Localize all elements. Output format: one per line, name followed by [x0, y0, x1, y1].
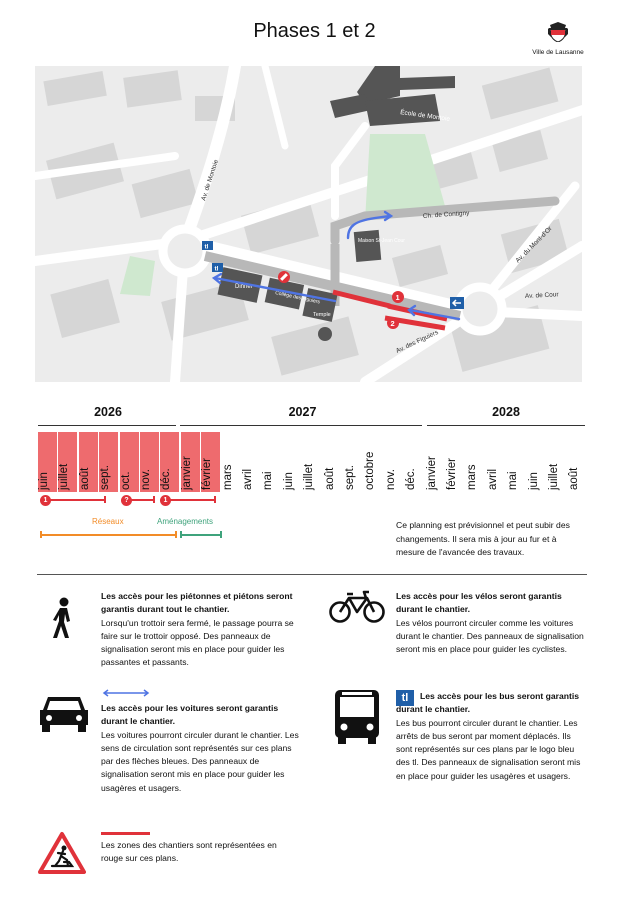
label-mont-dor: Av. du Mont-d'Or: [514, 225, 554, 265]
bus-icon: [334, 689, 380, 745]
label-dinner: Dinner: [235, 284, 253, 290]
info-voitures: [101, 702, 301, 795]
reseaux-tick: [175, 531, 177, 538]
year-2026: 2026: [94, 405, 122, 419]
month-label: juin: [527, 472, 540, 490]
label-college: Collège des Figuiers: [274, 290, 321, 306]
lausanne-coat-of-arms-icon: [546, 22, 570, 42]
phase-tick: [214, 496, 216, 503]
month-label: avril: [242, 468, 254, 490]
label-maison: Maison St-Jean Cour: [358, 238, 405, 244]
info-bus-title: Les accès pour les bus seront garantis durant le chantier.: [396, 691, 580, 715]
month-label: juillet: [58, 463, 71, 490]
month-12: [283, 432, 302, 492]
month-8: [201, 432, 220, 492]
info-voitures-title: Les accès pour les voitures seront garantis durant le chantier.: [101, 703, 279, 727]
bicycle-icon: [329, 590, 385, 624]
month-10: [242, 432, 261, 492]
phase-marker-1: 1: [40, 495, 51, 506]
month-label: janvier: [180, 456, 193, 490]
month-label: mars: [221, 464, 234, 490]
month-label: mai: [507, 471, 520, 490]
month-label: mai: [262, 471, 275, 490]
month-18: [405, 432, 424, 492]
month-label: avril: [486, 468, 499, 490]
month-label: juillet: [548, 463, 560, 490]
construction-legend-line: [101, 832, 150, 835]
info-pietons-title: Les accès pour les piétonnes et piétons seront garantis durant tout le chantier.: [101, 591, 293, 615]
roundabout-east: [458, 287, 502, 331]
reseaux-label: Réseaux: [92, 517, 124, 526]
month-label: février: [201, 458, 214, 490]
month-26: [568, 432, 587, 492]
month-16: [364, 432, 383, 492]
two-way-arrow-icon: [101, 689, 151, 697]
roundabout-west: [163, 229, 207, 273]
amenagements-line: [180, 534, 221, 536]
info-velos-text: Les vélos pourront circuler comme les voitures durant le chantier. Des panneaux de signalisation seront mis en place pour guider les cyclistes.: [396, 617, 584, 655]
label-contigny: Ch. de Contigny: [422, 209, 470, 220]
month-25: [548, 432, 567, 492]
tl-logo-icon: tl: [396, 690, 414, 706]
logo-text: Ville de Lausanne: [532, 49, 584, 56]
year-line-2026: [38, 425, 176, 426]
month-19: [426, 432, 445, 492]
month-5: [140, 432, 159, 492]
label-figuiers: Av. des Figuiers: [394, 329, 440, 355]
month-label: nov.: [140, 469, 152, 490]
month-2: [79, 432, 98, 492]
month-label: octobre: [364, 451, 377, 490]
year-2028: 2028: [492, 405, 520, 419]
month-23: [507, 432, 526, 492]
month-label: déc.: [160, 468, 173, 490]
month-3: [99, 432, 118, 492]
month-label: sept.: [344, 465, 356, 490]
label-ecole: École de Montoie: [399, 109, 451, 123]
label-temple: Temple: [313, 312, 331, 318]
month-1: [58, 432, 77, 492]
info-velos-title: Les accès pour les vélos seront garantis durant le chantier.: [396, 591, 562, 615]
month-label: oct.: [119, 471, 132, 490]
month-label: août: [323, 467, 336, 490]
info-bus: [396, 690, 586, 783]
month-label: janvier: [425, 456, 438, 490]
phase-marker-unknown: ?: [121, 495, 132, 506]
phase-tick: [104, 496, 106, 503]
label-montoie: Av. de Montoie: [200, 158, 221, 202]
month-label: mars: [466, 464, 479, 490]
month-14: [324, 432, 343, 492]
info-pietons: [101, 590, 301, 670]
month-label: février: [446, 458, 458, 490]
year-line-2028: [427, 425, 585, 426]
amenagements-tick: [180, 531, 182, 538]
planning-note: Ce planning est prévisionnel et peut subir des changements. Il sera mis à jour au fur et à mesure de l'avancée des travaux.: [396, 520, 570, 557]
car-icon: [38, 693, 90, 733]
ville-de-lausanne-logo: [528, 22, 588, 56]
month-21: [466, 432, 485, 492]
month-7: [181, 432, 200, 492]
month-label: juin: [38, 472, 50, 490]
page-title: Phases 1 et 2: [253, 20, 376, 42]
divider: [37, 574, 587, 575]
year-2027: 2027: [288, 405, 317, 419]
info-pietons-text: Lorsqu'un trottoir sera fermé, le passage pourra se faire sur le trottoir opposé. Des panneaux de signalisation seront mis en place pour guider les passantes et passants.: [101, 617, 294, 668]
amenagements-label: Aménagements: [157, 517, 214, 526]
marker-2-label: 2: [390, 319, 395, 328]
reseaux-tick: [40, 531, 42, 538]
info-voitures-text: Les voitures pourront circuler durant le chantier. Les sens de circulation sont représentés sur ces plans par des flèches bleues. Des panneaux de signalisation seront mis en place pour guider les usagères et usagers.: [101, 729, 299, 793]
month-label: août: [78, 467, 91, 490]
pedestrian-icon: [49, 597, 77, 639]
tl-stop-label: tl: [214, 265, 219, 273]
label-cour: Av. de Cour: [524, 291, 559, 300]
month-11: [262, 432, 281, 492]
marker-1-label: 1: [395, 293, 400, 302]
roadwork-warning-icon: [38, 831, 86, 875]
month-label: sept.: [99, 465, 112, 490]
year-line-2027: [180, 425, 422, 426]
month-label: juin: [282, 472, 295, 490]
month-24: [528, 432, 547, 492]
month-label: déc.: [405, 468, 418, 490]
month-15: [344, 432, 363, 492]
info-zones: [101, 839, 301, 866]
month-6: [160, 432, 179, 492]
phase-marker-1b: 1: [160, 495, 171, 506]
phase-tick: [153, 496, 155, 503]
month-4: [120, 432, 139, 492]
info-bus-text: Les bus pourront circuler durant le chantier. Les arrêts de bus seront par moment déplacés. Ils sont représentés sur ces plans par le logo bleu des tl. Des panneaux de signalisation seront mis en place pour guider les usagères et usagers.: [396, 717, 581, 781]
info-zones-text: Les zones des chantiers sont représentées en rouge sur ces plans.: [101, 840, 277, 864]
site-map: [35, 66, 582, 382]
month-0: [38, 432, 57, 492]
month-label: juillet: [303, 463, 316, 490]
reseaux-line: [40, 534, 177, 536]
month-label: août: [568, 467, 581, 490]
month-22: [487, 432, 506, 492]
month-13: [303, 432, 322, 492]
tl-stop-label: tl: [204, 243, 209, 251]
info-velos: [396, 590, 586, 656]
month-9: [222, 432, 241, 492]
month-label: nov.: [384, 469, 397, 490]
month-17: [385, 432, 404, 492]
month-20: [446, 432, 465, 492]
amenagements-tick: [220, 531, 222, 538]
